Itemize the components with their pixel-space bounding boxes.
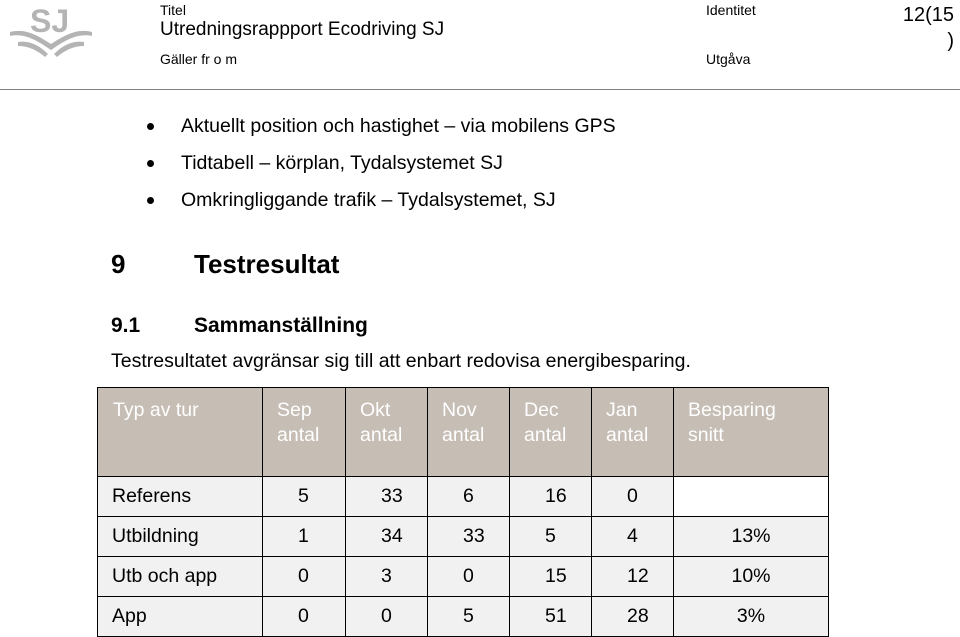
column-header-line: Dec (524, 399, 559, 421)
column-header-line: antal (277, 424, 320, 446)
table-cell: 0 (346, 597, 428, 637)
table-row (98, 557, 829, 597)
bullet-icon (147, 123, 154, 130)
table-header-row (98, 388, 829, 477)
table-row (98, 477, 829, 517)
table-cell: Referens (98, 477, 263, 517)
table-cell: 6 (428, 477, 510, 517)
table-cell: 3% (674, 597, 829, 637)
column-header-line: antal (360, 424, 403, 446)
table-cell: 51 (510, 597, 592, 637)
column-header (674, 388, 829, 477)
results-table (97, 387, 829, 637)
column-header-line: snitt (688, 424, 724, 446)
table-cell: 4 (592, 517, 674, 557)
table-cell: 28 (592, 597, 674, 637)
list-item (140, 147, 616, 184)
table-cell: App (98, 597, 263, 637)
list-item-text: Omkringliggande trafik – Tydalsystemet, SJ (181, 189, 556, 211)
table-cell: 34 (346, 517, 428, 557)
column-header (510, 388, 592, 477)
identity-label: Identitet (706, 2, 756, 18)
table-cell: 5 (510, 517, 592, 557)
document-title: Utredningsrappport Ecodriving SJ (160, 19, 445, 40)
column-header-line: antal (606, 424, 649, 446)
bullet-icon (147, 197, 154, 204)
header-divider (0, 89, 960, 90)
table-cell: 3 (346, 557, 428, 597)
column-header-line: Nov (442, 399, 477, 421)
column-header-line: Jan (606, 399, 638, 421)
page-number-end: ) (947, 30, 954, 52)
table-cell: 16 (510, 477, 592, 517)
table-cell: 5 (263, 477, 346, 517)
subsection-title: Sammanställning (194, 314, 368, 337)
column-header-line: Sep (277, 399, 312, 421)
table-cell: 0 (263, 557, 346, 597)
column-header (98, 388, 263, 477)
list-item-text: Aktuellt position och hastighet – via mobilens GPS (181, 115, 616, 137)
section-title: Testresultat (194, 249, 340, 279)
column-header-line: Besparing (688, 399, 776, 421)
page-number-start: 12(15 (902, 4, 954, 26)
list-item (140, 110, 616, 147)
table-cell: 5 (428, 597, 510, 637)
page-number (880, 2, 954, 54)
column-header-line: antal (442, 424, 485, 446)
table-cell: Utbildning (98, 517, 263, 557)
table-cell: 33 (428, 517, 510, 557)
list-item (140, 184, 616, 221)
column-header (263, 388, 346, 477)
edition-label: Utgåva (706, 51, 751, 67)
column-header-line: Okt (360, 399, 391, 421)
table-cell: 12 (592, 557, 674, 597)
table-row (98, 517, 829, 557)
logo-text: SJ (30, 3, 70, 39)
subsection-number: 9.1 (111, 314, 141, 337)
section-number: 9 (111, 249, 126, 279)
column-header-line: antal (524, 424, 567, 446)
table-cell (674, 477, 829, 517)
table-cell: Utb och app (98, 557, 263, 597)
table-cell: 33 (346, 477, 428, 517)
bullet-icon (147, 160, 154, 167)
intro-paragraph: Testresultatet avgränsar sig till att enbart redovisa energibesparing. (111, 350, 691, 372)
column-header-line: Typ av tur (113, 399, 199, 421)
title-label: Titel (160, 2, 186, 18)
column-header (428, 388, 510, 477)
column-header (592, 388, 674, 477)
sj-logo-icon (8, 2, 94, 64)
table-row (98, 597, 829, 637)
table-cell: 1 (263, 517, 346, 557)
table-cell: 10% (674, 557, 829, 597)
bullet-list (140, 110, 616, 221)
table-cell: 13% (674, 517, 829, 557)
column-header (346, 388, 428, 477)
table-cell: 0 (592, 477, 674, 517)
table-cell: 15 (510, 557, 592, 597)
list-item-text: Tidtabell – körplan, Tydalsystemet SJ (181, 152, 503, 174)
valid-from-label: Gäller fr o m (160, 51, 238, 67)
table-cell: 0 (428, 557, 510, 597)
table-cell: 0 (263, 597, 346, 637)
